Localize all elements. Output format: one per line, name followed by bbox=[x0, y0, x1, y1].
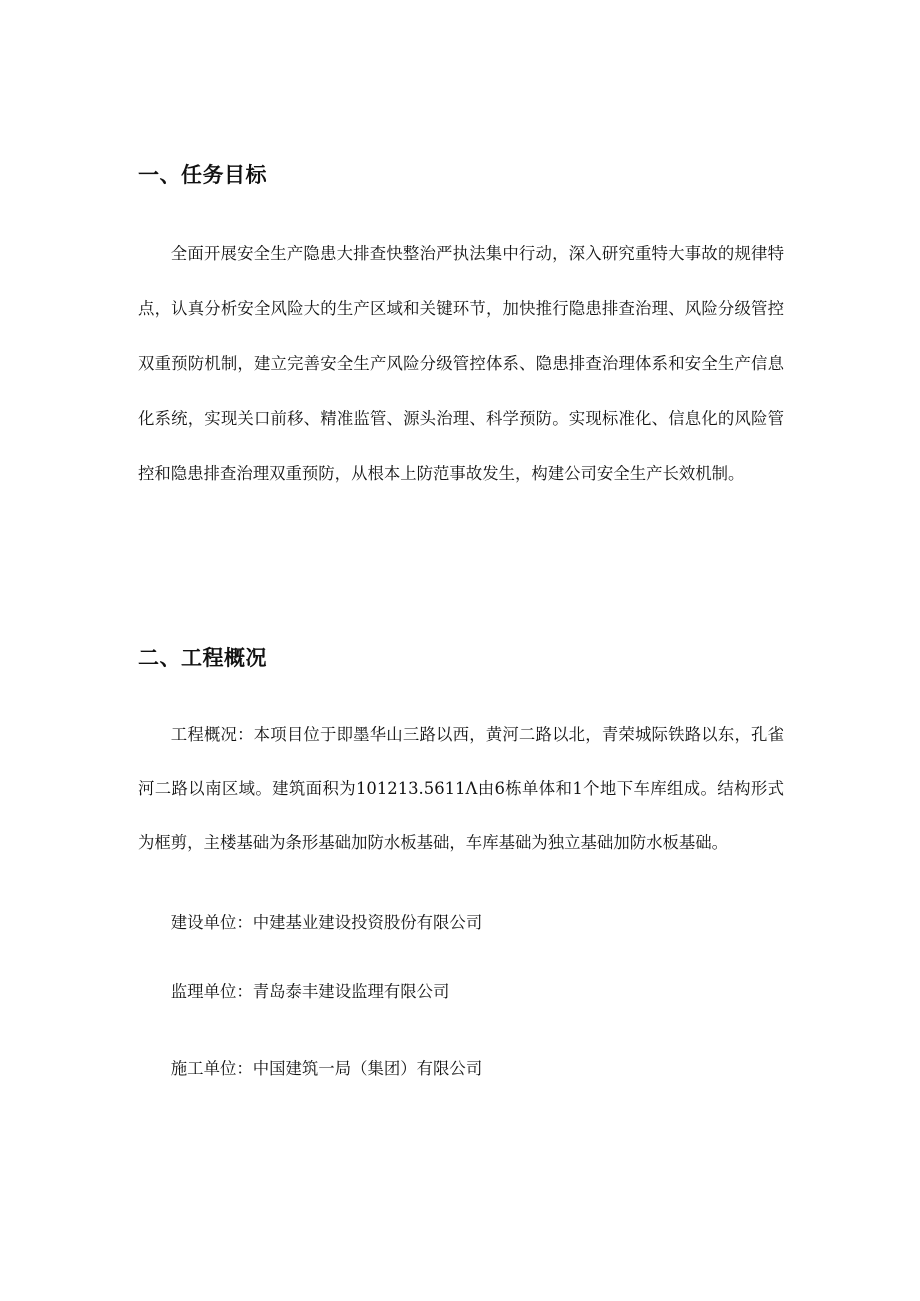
task-goal-paragraph: 全面开展安全生产隐患大排查快整治严执法集中行动，深入研究重特大事故的规律特点，认真分析安全风险大的生产区域和关键环节，加快推行隐患排查治理、风险分级管控双重预防机制，建立完善安全生产风险分级管控体系、隐患排查治理体系和安全生产信息化系统，实现关口前移、精准监管、源头治理、科学预防。实现标准化、信息化的风险管控和隐患排查治理双重预防，从根本上防范事故发生，构建公司安全生产长效机制。 bbox=[138, 244, 784, 483]
construction-owner-line: 建设单位：中建基业建设投资股份有限公司 bbox=[170, 913, 483, 932]
section-heading-project-overview: 二、工程概况 bbox=[138, 646, 267, 670]
project-overview-paragraph: 工程概况：本项目位于即墨华山三路以西，黄河二路以北，青荣城际铁路以东，孔雀河二路以南区域。建筑面积为101213.5611Λ由6栋单体和1个地下车库组成。结构形式为框剪，主楼基础为条形基础加防水板基础，车库基础为独立基础加防水板基础。 bbox=[138, 725, 784, 852]
contractor-line: 施工单位：中国建筑一局（集团）有限公司 bbox=[170, 1059, 483, 1078]
section-heading-task-goal: 一、任务目标 bbox=[138, 163, 267, 187]
supervisor-line: 监理单位：青岛泰丰建设监理有限公司 bbox=[170, 982, 450, 1001]
